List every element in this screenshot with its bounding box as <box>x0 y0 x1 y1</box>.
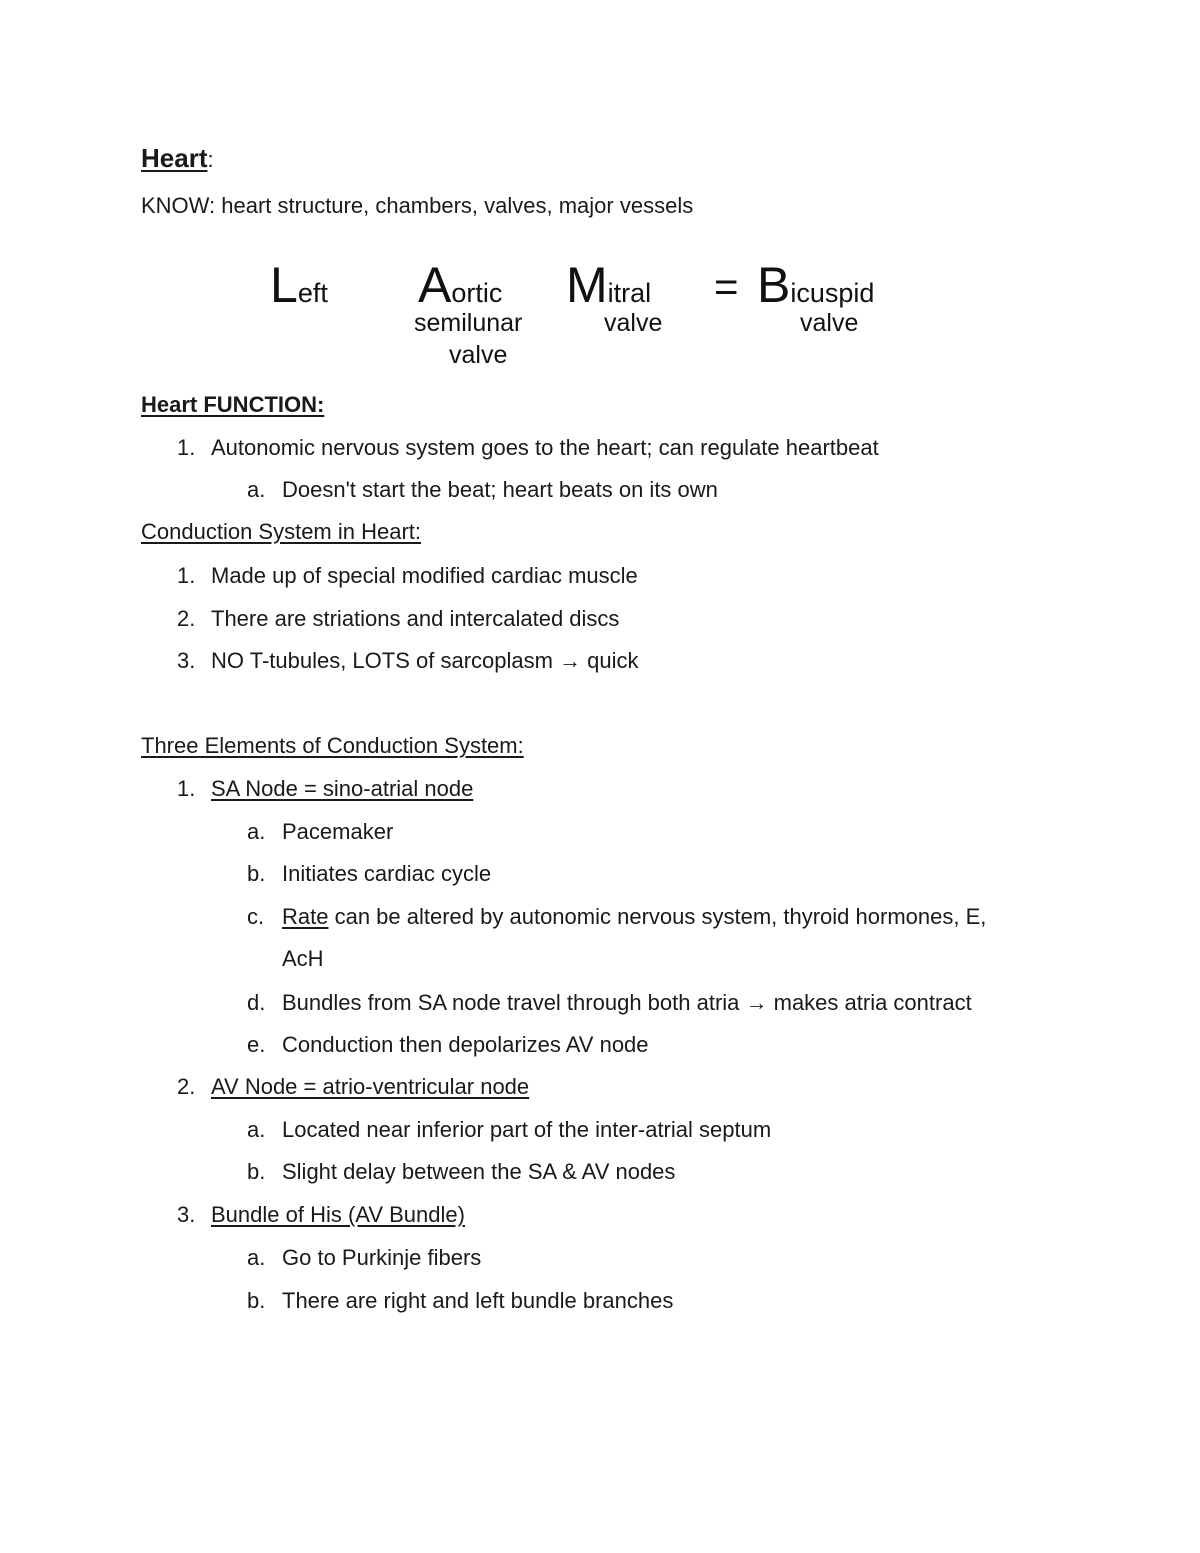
his-num: 3. <box>177 1202 196 1227</box>
sa-c-text: can be altered by autonomic nervous system, thyroid hormones, E, <box>328 904 987 929</box>
mnemonic-mitral-sub: valve <box>604 309 663 337</box>
av-title: AV Node = atrio-ventricular node <box>211 1074 530 1099</box>
mnemonic-left-initial: L <box>270 257 298 313</box>
hf-item-1-num: 1. <box>177 435 196 460</box>
his-a-letter: a. <box>247 1245 266 1270</box>
sa-c-rate: Rate <box>282 904 329 929</box>
mnemonic-bicuspid-initial: B <box>757 257 791 313</box>
mnemonic-bicuspid-sub: valve <box>800 309 859 337</box>
mnemonic-mitral-rest: itral <box>607 278 652 308</box>
sa-c-continuation: AcH <box>282 946 324 971</box>
mnemonic-aortic-initial: A <box>418 257 452 313</box>
sa-d-text: Bundles from SA node travel through both atria → makes atria contract <box>282 990 972 1015</box>
mnemonic-bicuspid-rest: icuspid <box>790 278 875 308</box>
mnemonic-aortic <box>418 257 503 313</box>
av-num: 2. <box>177 1074 196 1099</box>
cs-item-3-num: 3. <box>177 648 196 673</box>
av-a-text: Located near inferior part of the inter-atrial septum <box>282 1117 772 1142</box>
sa-num: 1. <box>177 776 196 801</box>
sa-c-line <box>282 904 986 930</box>
sa-b-letter: b. <box>247 861 266 886</box>
sa-title: SA Node = sino-atrial node <box>211 776 474 801</box>
av-b-text: Slight delay between the SA & AV nodes <box>282 1159 676 1184</box>
mnemonic-left <box>270 257 328 313</box>
sa-b-text: Initiates cardiac cycle <box>282 861 492 886</box>
three-elements-heading: Three Elements of Conduction System: <box>141 733 524 758</box>
sa-a-letter: a. <box>247 819 266 844</box>
mnemonic-bicuspid <box>757 257 875 313</box>
cs-item-1-text: Made up of special modified cardiac muscle <box>211 563 638 588</box>
mnemonic-aortic-rest: ortic <box>451 278 503 308</box>
mnemonic-aortic-sub2: valve <box>449 341 508 369</box>
cs-item-1-num: 1. <box>177 563 196 588</box>
conduction-heading: Conduction System in Heart: <box>141 519 422 544</box>
cs-item-3-text: NO T-tubules, LOTS of sarcoplasm → quick <box>211 648 639 673</box>
page-title <box>141 143 214 175</box>
cs-item-2-text: There are striations and intercalated discs <box>211 606 620 631</box>
hf-item-1-text: Autonomic nervous system goes to the heart; can regulate heartbeat <box>211 435 879 460</box>
mnemonic-mitral-initial: M <box>566 257 608 313</box>
av-a-letter: a. <box>247 1117 266 1142</box>
his-a-text: Go to Purkinje fibers <box>282 1245 482 1270</box>
heart-function-heading: Heart FUNCTION: <box>141 392 325 417</box>
title-colon: : <box>207 147 214 172</box>
av-b-letter: b. <box>247 1159 266 1184</box>
sa-c-letter: c. <box>247 904 265 929</box>
hf-subitem-a-letter: a. <box>247 477 266 502</box>
his-b-letter: b. <box>247 1288 266 1313</box>
sa-a-text: Pacemaker <box>282 819 394 844</box>
mnemonic-left-rest: eft <box>297 278 328 308</box>
his-title: Bundle of His (AV Bundle) <box>211 1202 465 1227</box>
sa-e-text: Conduction then depolarizes AV node <box>282 1032 649 1057</box>
his-b-text: There are right and left bundle branches <box>282 1288 674 1313</box>
mnemonic-mitral <box>566 257 652 313</box>
know-line: KNOW: heart structure, chambers, valves, major vessels <box>141 193 694 218</box>
sa-e-letter: e. <box>247 1032 266 1057</box>
mnemonic-equals: = <box>714 263 739 310</box>
mnemonic-aortic-sub1: semilunar <box>414 309 523 337</box>
title-word: Heart <box>141 143 208 173</box>
sa-d-letter: d. <box>247 990 266 1015</box>
hf-subitem-a-text: Doesn't start the beat; heart beats on its own <box>282 477 718 502</box>
cs-item-2-num: 2. <box>177 606 196 631</box>
